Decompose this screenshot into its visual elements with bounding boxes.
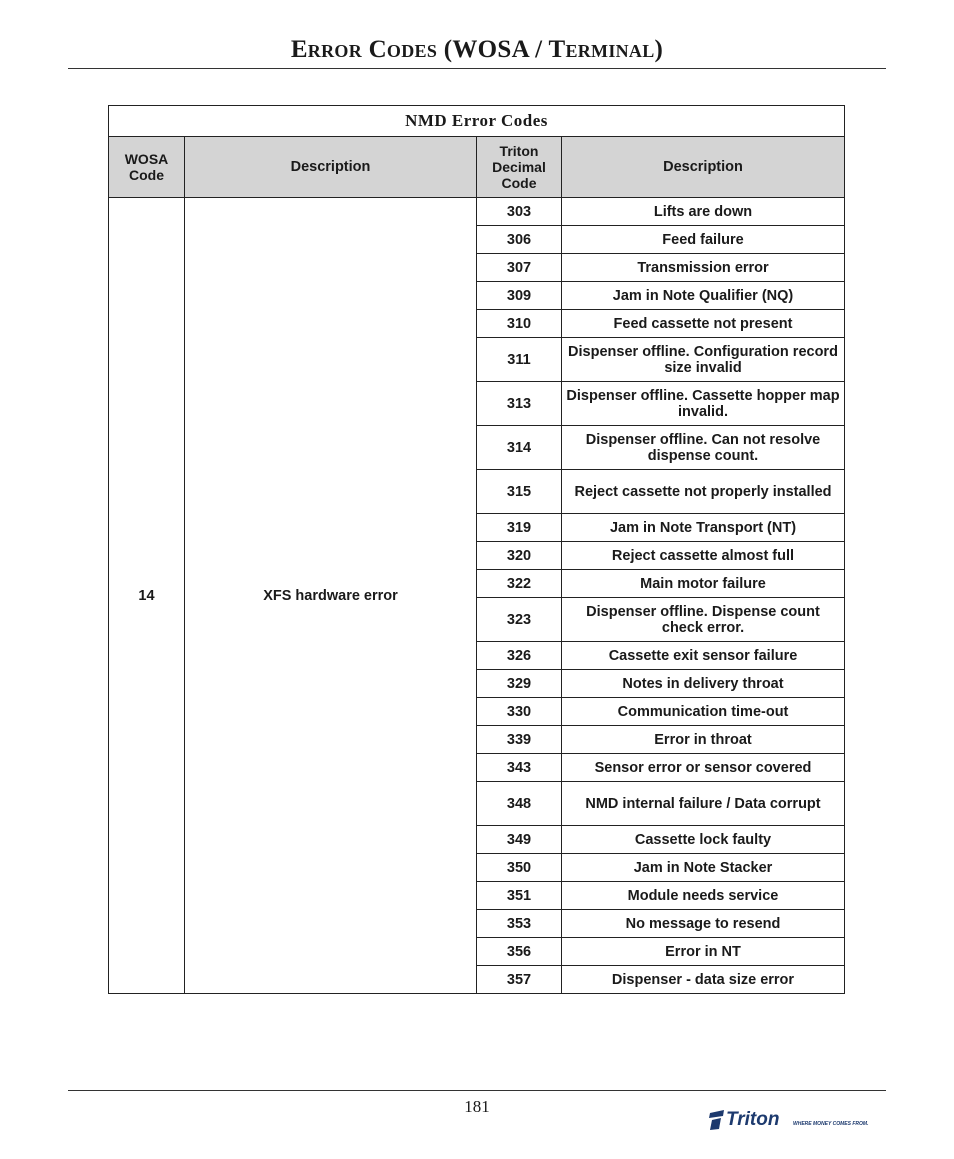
error-description-cell: Dispenser offline. Dispense count check error. [562,598,845,642]
triton-code-cell: 307 [477,254,562,282]
logo-tagline: WHERE MONEY COMES FROM. [793,1121,869,1127]
error-description-cell: Dispenser offline. Cassette hopper map invalid. [562,382,845,426]
table-row [109,198,845,226]
error-description-cell: Sensor error or sensor covered [562,754,845,782]
error-description-cell: Cassette exit sensor failure [562,642,845,670]
triton-code-cell: 320 [477,542,562,570]
error-description-cell: Error in throat [562,726,845,754]
header-triton-code: Triton Decimal Code [477,137,562,198]
error-description-cell: Module needs service [562,882,845,910]
table-caption: NMD Error Codes [109,106,845,137]
triton-code-cell: 329 [477,670,562,698]
error-description-cell: Jam in Note Transport (NT) [562,514,845,542]
triton-code-cell: 350 [477,854,562,882]
header-rule [68,68,886,69]
page-title: Error Codes (WOSA / Terminal) [290,36,664,63]
error-description-cell: No message to resend [562,910,845,938]
error-description-cell: Lifts are down [562,198,845,226]
triton-code-cell: 303 [477,198,562,226]
table-body [109,198,845,994]
triton-logo [708,1107,888,1133]
error-description-cell: Jam in Note Qualifier (NQ) [562,282,845,310]
error-description-cell: Dispenser - data size error [562,966,845,994]
wosa-code-cell: 14 [109,198,185,994]
header-wosa-code: WOSA Code [109,137,185,198]
error-description-cell: Transmission error [562,254,845,282]
triton-code-cell: 314 [477,426,562,470]
error-description-cell: Main motor failure [562,570,845,598]
triton-code-cell: 323 [477,598,562,642]
triton-code-cell: 313 [477,382,562,426]
error-description-cell: Reject cassette almost full [562,542,845,570]
error-description-cell: Reject cassette not properly installed [562,470,845,514]
error-description-cell: Dispenser offline. Can not resolve dispense count. [562,426,845,470]
wosa-description-cell: XFS hardware error [185,198,477,994]
triton-emblem-icon [709,1110,724,1130]
triton-code-cell: 311 [477,338,562,382]
error-description-cell: Dispenser offline. Configuration record size invalid [562,338,845,382]
triton-code-cell: 356 [477,938,562,966]
triton-code-cell: 309 [477,282,562,310]
header-description-2: Description [562,137,845,198]
error-description-cell: Cassette lock faulty [562,826,845,854]
triton-code-cell: 330 [477,698,562,726]
error-description-cell: Notes in delivery throat [562,670,845,698]
error-description-cell: Communication time-out [562,698,845,726]
triton-code-cell: 343 [477,754,562,782]
error-description-cell: Error in NT [562,938,845,966]
triton-code-cell: 315 [477,470,562,514]
triton-code-cell: 326 [477,642,562,670]
triton-code-cell: 322 [477,570,562,598]
header-description-1: Description [185,137,477,198]
error-codes-table [108,105,845,994]
footer-rule [68,1090,886,1091]
triton-code-cell: 349 [477,826,562,854]
triton-code-cell: 319 [477,514,562,542]
triton-code-cell: 310 [477,310,562,338]
triton-code-cell: 353 [477,910,562,938]
triton-code-cell: 339 [477,726,562,754]
error-description-cell: NMD internal failure / Data corrupt [562,782,845,826]
error-description-cell: Jam in Note Stacker [562,854,845,882]
page-number: 181 [464,1097,490,1116]
logo-wordmark: Triton [726,1109,780,1130]
triton-code-cell: 348 [477,782,562,826]
error-description-cell: Feed failure [562,226,845,254]
triton-code-cell: 357 [477,966,562,994]
triton-code-cell: 306 [477,226,562,254]
error-description-cell: Feed cassette not present [562,310,845,338]
triton-code-cell: 351 [477,882,562,910]
